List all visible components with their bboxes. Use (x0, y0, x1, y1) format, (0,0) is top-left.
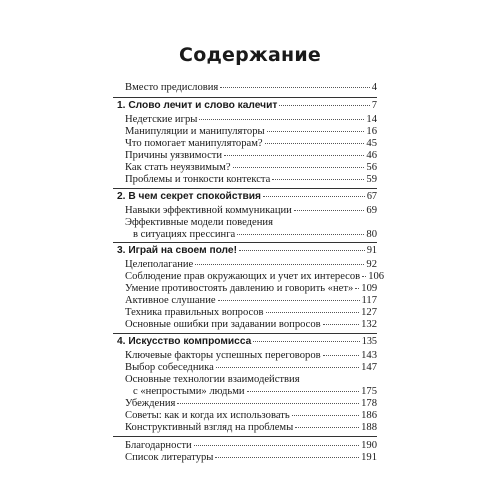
dot-leader (177, 402, 359, 404)
toc-entry-page: 109 (361, 283, 378, 294)
toc-entry-label: Техника правильных вопросов (125, 307, 264, 318)
toc-entry-bibliography (125, 452, 377, 464)
dot-leader (224, 154, 364, 156)
toc-entry (125, 410, 377, 422)
toc-entry-label: Активное слушание (125, 295, 216, 306)
section-divider (113, 188, 377, 189)
toc-chapter-3 (117, 245, 377, 257)
toc-entry-label: Проблемы и тонкости контекста (125, 174, 271, 185)
toc-entry-page: 92 (366, 259, 377, 270)
toc-entry-page: 56 (366, 162, 377, 173)
toc-entry (125, 422, 377, 434)
dot-leader (237, 233, 364, 235)
toc-entry (125, 126, 377, 138)
toc-chapter-label: 1. Слово лечит и слово калечит (117, 100, 278, 111)
toc-entry (125, 259, 377, 271)
toc-entry-page: 69 (366, 205, 377, 216)
toc-chapter-2 (117, 191, 377, 203)
dot-leader (266, 311, 360, 313)
toc-entry-page: 143 (361, 350, 377, 361)
toc-entry-page: 46 (366, 150, 377, 161)
toc-chapter-4 (117, 336, 377, 348)
toc-entry (125, 162, 377, 174)
toc-entry-page: 175 (361, 386, 377, 397)
toc-entry-label: Недетские игры (125, 114, 198, 125)
toc-entry-page: 59 (366, 174, 377, 185)
toc-entry-page: 178 (361, 398, 377, 409)
toc-entry-label: Конструктивный взгляд на проблемы (125, 422, 294, 433)
toc-entry-page: 16 (366, 126, 377, 137)
dot-leader (218, 299, 360, 301)
section-divider (113, 436, 377, 437)
dot-leader (279, 104, 370, 106)
dot-leader (247, 390, 360, 392)
toc-entry (125, 205, 377, 217)
toc-entry-label: Благодарности (125, 440, 192, 451)
toc-entry (125, 138, 377, 150)
toc-entry-label-line1: Эффективные модели поведения (125, 217, 273, 228)
toc-entry-label: Выбор собеседника (125, 362, 214, 373)
toc-entry-label: Манипуляции и манипуляторы (125, 126, 265, 137)
toc-entry-page: 117 (361, 295, 377, 306)
dot-leader (220, 86, 369, 88)
toc-entry-page: 4 (371, 82, 377, 93)
toc-chapter-page: 7 (371, 100, 377, 111)
toc-entry (125, 150, 377, 162)
toc-chapter-1 (117, 100, 377, 112)
toc-entry-label: Соблюдение прав окружающих и учет их интересов (125, 271, 361, 282)
toc-entry (125, 174, 377, 186)
toc-entry-page: 14 (366, 114, 377, 125)
toc-entry (125, 295, 377, 307)
dot-leader (323, 323, 359, 325)
dot-leader (267, 130, 365, 132)
toc-entry-page: 132 (361, 319, 377, 330)
toc-entry (125, 398, 377, 410)
section-divider (113, 333, 377, 334)
toc-entry (125, 386, 377, 398)
page-title: Содержание (179, 44, 321, 66)
toc-entry (125, 362, 377, 374)
toc-entry-label: Целеполагание (125, 259, 194, 270)
dot-leader (294, 209, 365, 211)
toc-entry-preface (125, 82, 377, 94)
toc-entry-acknowledgements (125, 440, 377, 452)
toc-chapter-label: 3. Играй на своем поле! (117, 245, 237, 256)
toc-entry (125, 319, 377, 331)
dot-leader (295, 426, 359, 428)
toc-entry-label: Навыки эффективной коммуникации (125, 205, 292, 216)
toc-entry (125, 271, 385, 283)
dot-leader (233, 166, 365, 168)
dot-leader (216, 366, 359, 368)
dot-leader (215, 456, 359, 458)
toc-entry (125, 114, 377, 126)
dot-leader (323, 354, 359, 356)
toc-entry-page: 191 (361, 452, 377, 463)
dot-leader (199, 118, 364, 120)
dot-leader (239, 249, 365, 251)
dot-leader (263, 195, 365, 197)
toc-entry-page: 80 (366, 229, 377, 240)
toc-chapter-label: 4. Искусство компромисса (117, 336, 252, 347)
toc-entry-label: Убеждения (125, 398, 176, 409)
toc-entry-page: 106 (368, 271, 385, 282)
dot-leader (272, 178, 364, 180)
toc-entry-label-line1: Основные технологии взаимодействия (125, 374, 300, 385)
dot-leader (194, 444, 359, 446)
section-divider (113, 97, 377, 98)
dot-leader (195, 263, 364, 265)
dot-leader (253, 340, 359, 342)
toc-entry-label: Что помогает манипуляторам? (125, 138, 263, 149)
toc-entry-page: 147 (361, 362, 377, 373)
toc-entry-label: Список литературы (125, 452, 214, 463)
dot-leader (355, 287, 359, 289)
toc-chapter-page: 135 (361, 336, 377, 347)
toc-entry-page: 186 (361, 410, 377, 421)
dot-leader (362, 275, 366, 277)
toc-entry-label: Основные ошибки при задавании вопросов (125, 319, 321, 330)
toc-entry (125, 229, 377, 241)
toc-entry-label: Советы: как и когда их использовать (125, 410, 290, 421)
toc-chapter-label: 2. В чем секрет спокойствия (117, 191, 261, 202)
section-divider (113, 242, 377, 243)
toc-entry-label: с «непростыми» людьми (133, 386, 245, 397)
toc-entry (125, 307, 377, 319)
toc-entry-page: 45 (366, 138, 377, 149)
toc-entry-label: Вместо предисловия (125, 82, 219, 93)
toc-entry-label: Причины уязвимости (125, 150, 223, 161)
toc-entry-label: Как стать неуязвимым? (125, 162, 231, 173)
toc-entry-label: Умение противостоять давлению и говорить «нет» (125, 283, 354, 294)
toc-entry (125, 350, 377, 362)
toc-entry-label: Ключевые факторы успешных переговоров (125, 350, 321, 361)
toc-chapter-page: 67 (366, 191, 377, 202)
toc-chapter-page: 91 (366, 245, 377, 256)
dot-leader (292, 414, 359, 416)
toc-entry (125, 283, 377, 295)
toc-entry-page: 190 (361, 440, 377, 451)
toc-entry-label: в ситуациях прессинга (133, 229, 236, 240)
toc-entry-page: 188 (361, 422, 377, 433)
dot-leader (265, 142, 365, 144)
toc-entry-page: 127 (361, 307, 377, 318)
